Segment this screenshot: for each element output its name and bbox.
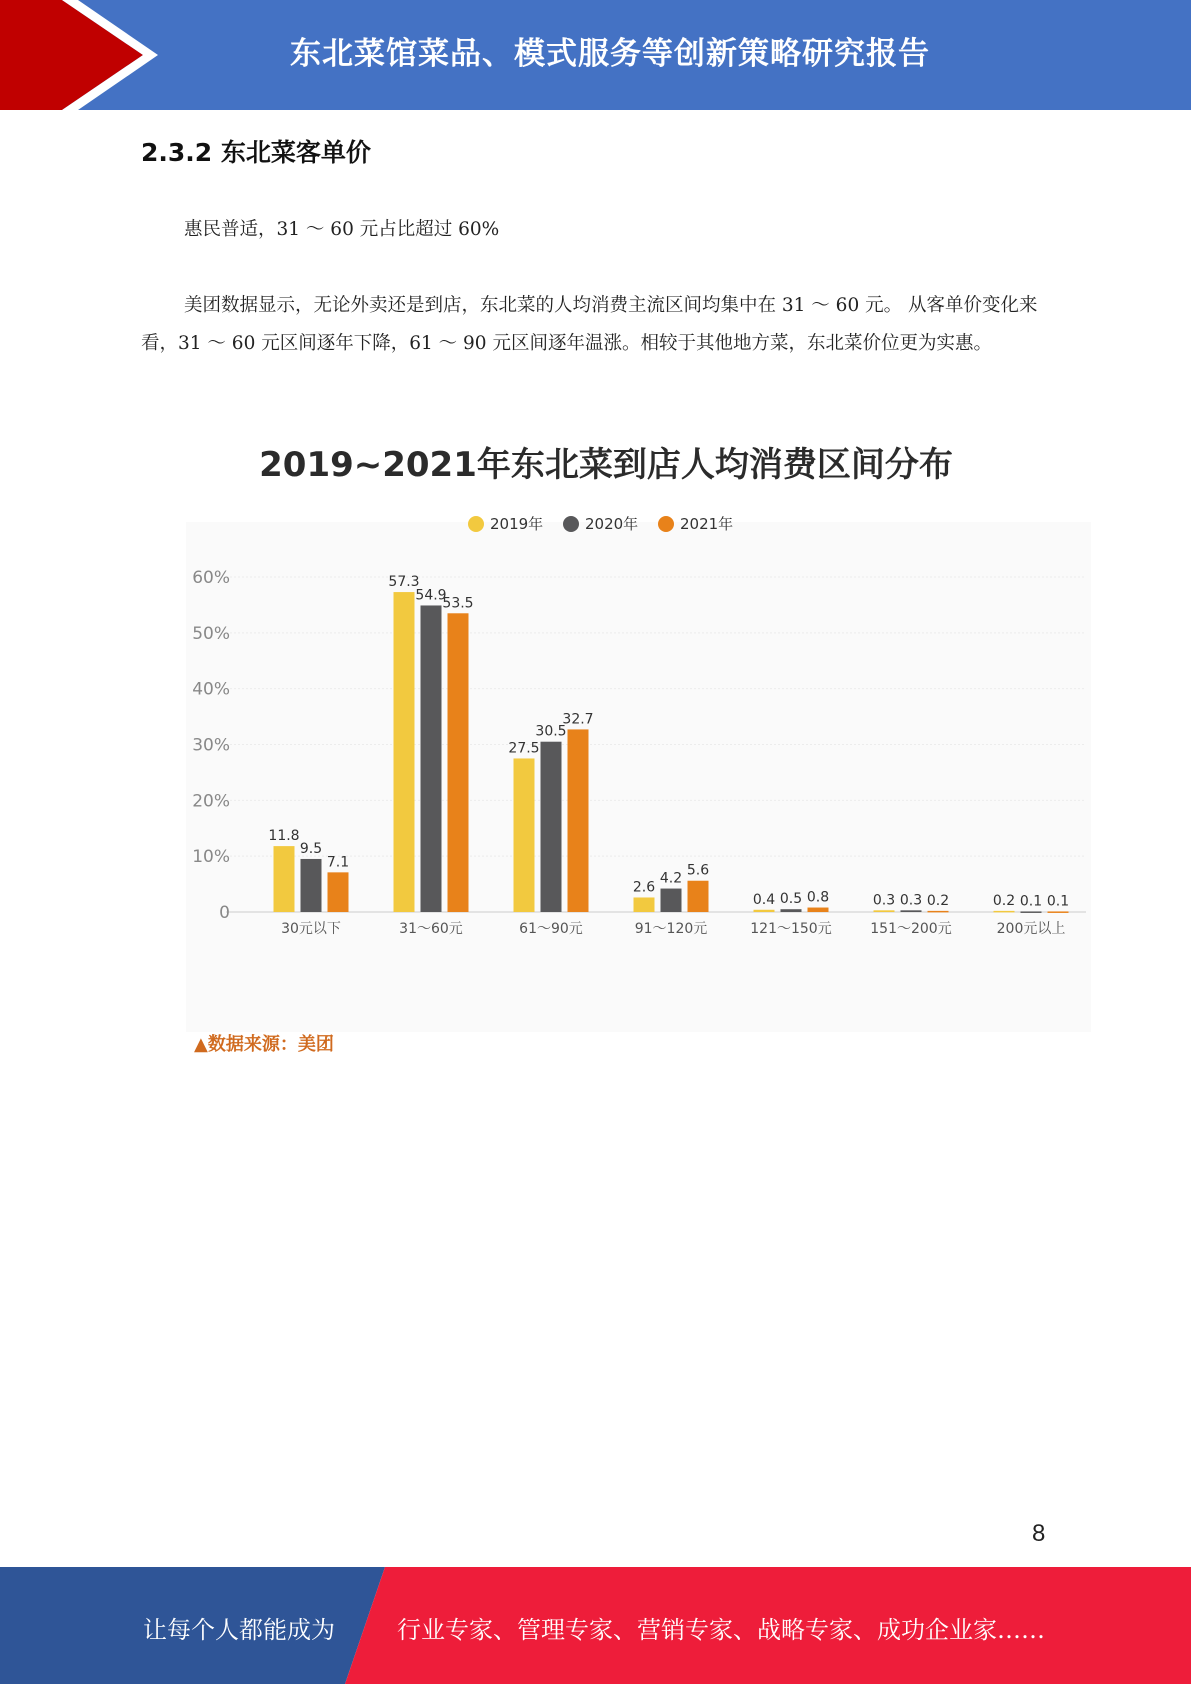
bar xyxy=(274,846,295,912)
bar xyxy=(928,911,949,913)
legend-swatch xyxy=(658,516,674,532)
category-label: 200元以上 xyxy=(996,921,1066,937)
footer-slogan-left: 让每个人都能成为 xyxy=(143,1616,335,1644)
bar xyxy=(514,758,535,912)
bar-value-label: 53.5 xyxy=(442,595,474,612)
bar-value-label: 30.5 xyxy=(535,723,567,740)
price-distribution-chart xyxy=(186,440,1091,1060)
bar-value-label: 2.6 xyxy=(632,879,656,896)
y-tick-label: 40% xyxy=(192,679,230,700)
category-label: 91～120元 xyxy=(634,921,708,937)
bar-value-label: 0.2 xyxy=(926,892,950,909)
chart-title: 2019~2021年东北菜到店人均消费区间分布 xyxy=(259,445,953,485)
bar xyxy=(448,613,469,912)
bar-value-label: 0.1 xyxy=(1019,893,1043,910)
bar xyxy=(901,910,922,912)
chart-svg xyxy=(186,440,1091,1060)
x-axis-categories xyxy=(281,921,1065,937)
bar xyxy=(1021,911,1042,913)
y-tick-label: 50% xyxy=(192,623,230,644)
y-tick-label: 20% xyxy=(192,791,230,812)
bar-value-label: 5.6 xyxy=(686,862,710,879)
bar xyxy=(328,872,349,912)
bar-value-label: 0.8 xyxy=(806,889,830,906)
bar-value-label: 27.5 xyxy=(508,740,540,757)
bar-value-label: 9.5 xyxy=(299,840,323,857)
bar xyxy=(634,897,655,912)
bar-value-label: 0.4 xyxy=(752,891,776,908)
chart-legend xyxy=(468,515,733,533)
legend-swatch xyxy=(563,516,579,532)
bar-value-label: 54.9 xyxy=(415,587,447,604)
header-arrow-decoration xyxy=(0,0,160,110)
footer-slogan-right: 行业专家、管理专家、营销专家、战略专家、成功企业家…… xyxy=(397,1616,1045,1644)
bar xyxy=(301,859,322,912)
bar xyxy=(568,729,589,912)
bar xyxy=(421,605,442,912)
bar xyxy=(808,908,829,912)
bar-value-label: 0.3 xyxy=(899,892,923,909)
legend-label: 2021年 xyxy=(680,515,734,533)
bar-value-label: 7.1 xyxy=(326,854,350,871)
bar xyxy=(1048,911,1069,913)
bar-value-label: 0.5 xyxy=(779,891,803,908)
bar xyxy=(541,742,562,912)
bar xyxy=(994,911,1015,913)
section-heading: 2.3.2 东北菜客单价 xyxy=(141,138,371,167)
category-label: 31～60元 xyxy=(399,921,463,937)
category-label: 151～200元 xyxy=(870,921,952,937)
bar xyxy=(394,592,415,912)
bar-value-label: 57.3 xyxy=(388,574,420,591)
bar-value-label: 32.7 xyxy=(562,711,594,728)
analysis-paragraph: 美团数据显示，无论外卖还是到店，东北菜的人均消费主流区间均集中在 31 ～ 60 元。 从客单价变化来看，31 ～ 60 元区间逐年下降，61 ～ 90 元区间逐年温涨。相较于其他地方菜，东北菜价位更为实惠。 xyxy=(141,295,1038,354)
bar-value-label: 4.2 xyxy=(659,870,683,887)
data-source-note: ▲数据来源：美团 xyxy=(194,1034,334,1055)
report-title: 东北菜馆菜品、模式服务等创新策略研究报告 xyxy=(290,36,930,72)
bar-value-label: 0.2 xyxy=(992,892,1016,909)
category-label: 121～150元 xyxy=(750,921,832,937)
bar xyxy=(754,910,775,912)
y-tick-label: 30% xyxy=(192,735,230,756)
bar xyxy=(781,909,802,912)
y-tick-label: 60% xyxy=(192,568,230,588)
bar xyxy=(688,881,709,912)
y-tick-label: 10% xyxy=(192,847,230,868)
legend-label: 2020年 xyxy=(585,515,639,533)
category-label: 30元以下 xyxy=(281,921,341,937)
bar xyxy=(874,910,895,912)
legend-label: 2019年 xyxy=(490,515,544,533)
bar-value-label: 0.3 xyxy=(872,892,896,909)
summary-paragraph: 惠民普适，31 ～ 60 元占比超过 60% xyxy=(184,219,500,240)
report-header xyxy=(0,0,1191,110)
page-number: 8 xyxy=(1032,1520,1046,1547)
bar xyxy=(661,889,682,912)
category-label: 61～90元 xyxy=(519,921,583,937)
report-footer xyxy=(0,1567,1191,1684)
bar-value-label: 0.1 xyxy=(1046,893,1070,910)
bar-value-label: 11.8 xyxy=(268,828,300,845)
y-tick-label: 0 xyxy=(219,903,230,923)
legend-swatch xyxy=(468,516,484,532)
